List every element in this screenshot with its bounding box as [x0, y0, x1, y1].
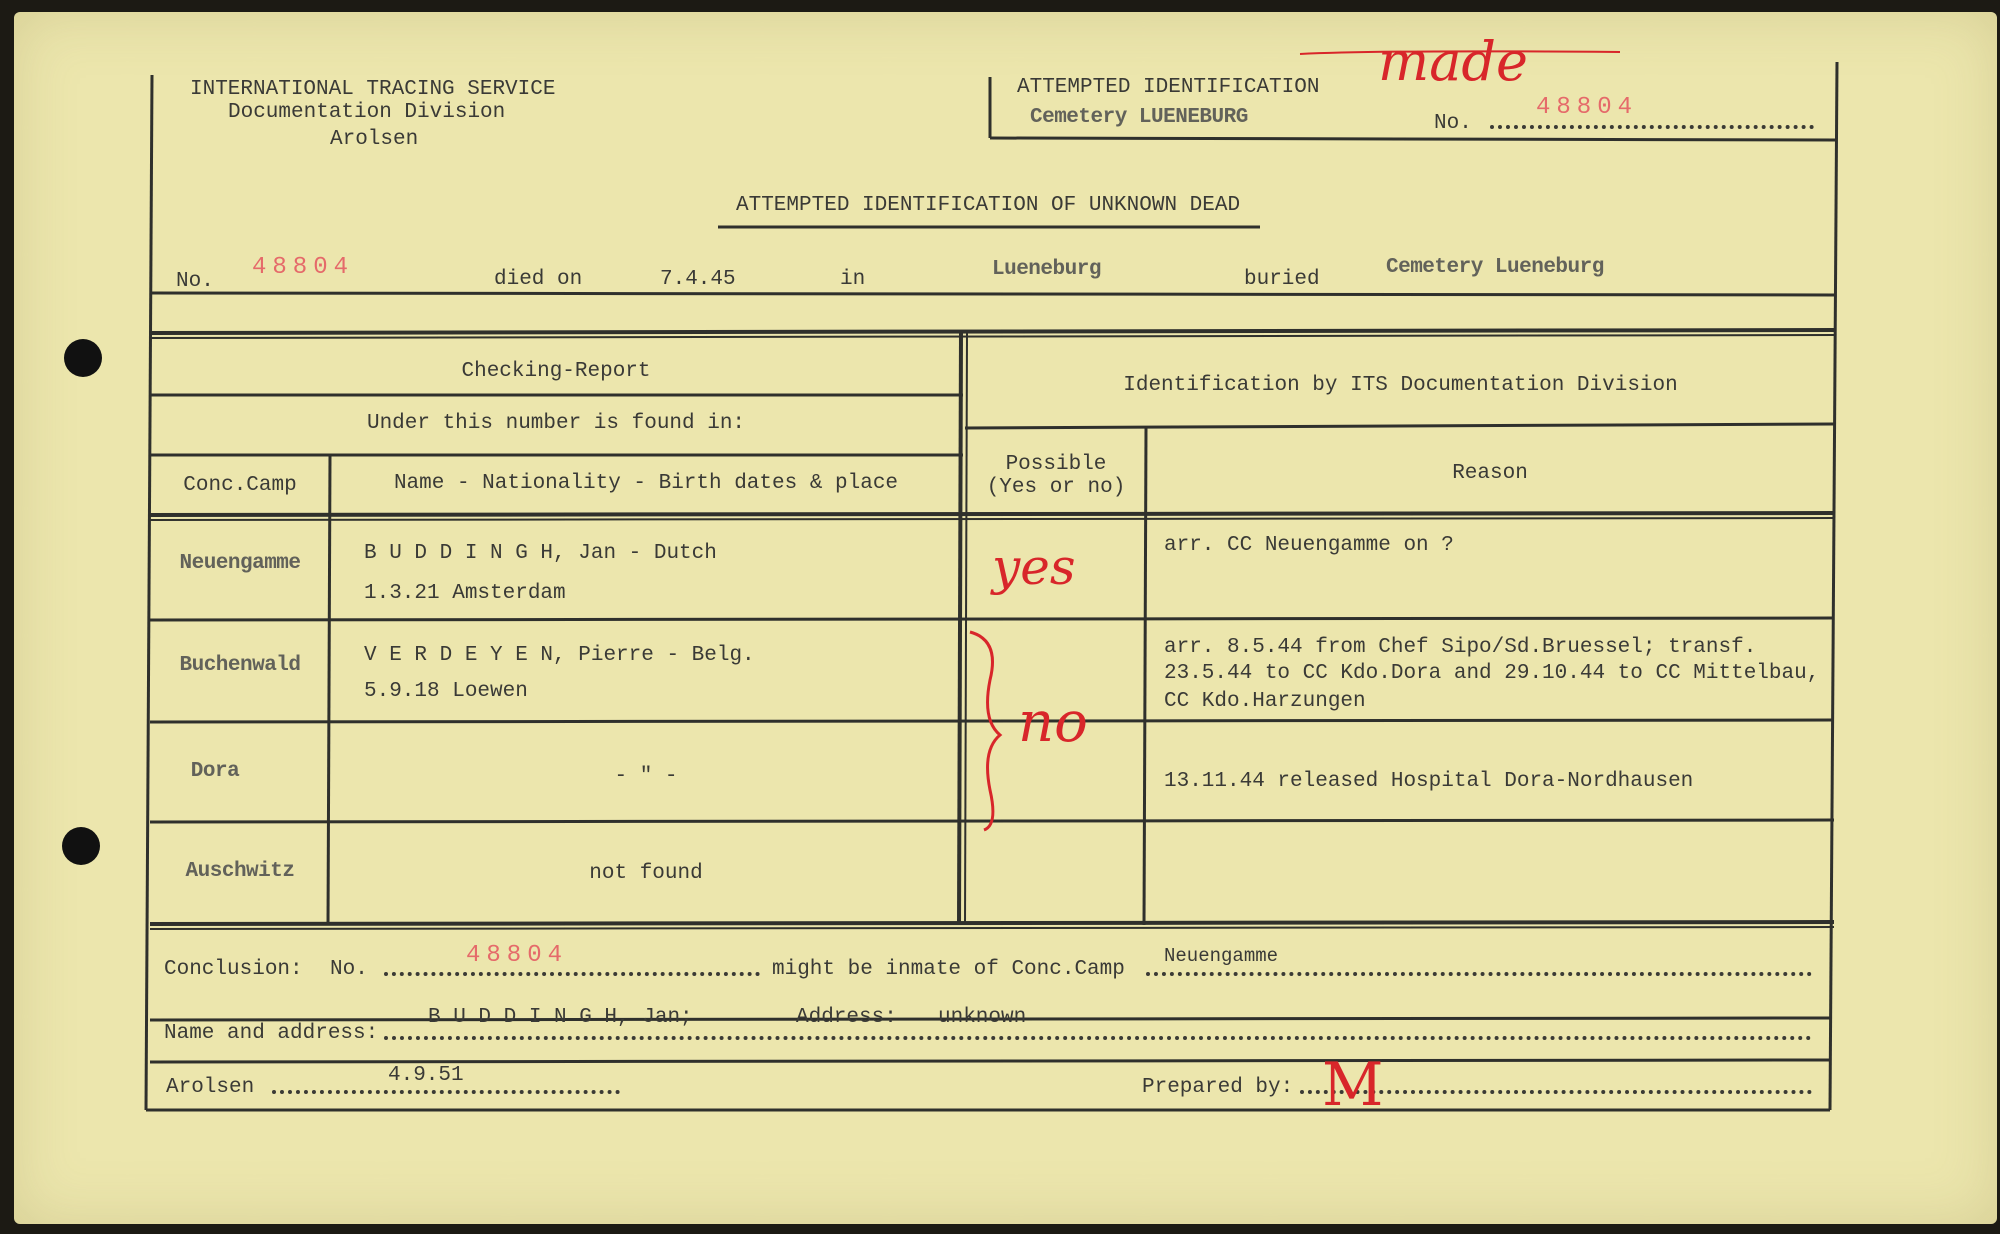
row-1-name: B U D D I N G H, Jan - Dutch	[364, 542, 717, 565]
conclusion-camp-dots	[1146, 972, 1812, 976]
died-value: 7.4.45	[660, 268, 736, 291]
header-no-value: 48804	[1536, 94, 1639, 121]
row-2-birth: 5.9.18 Loewen	[364, 680, 528, 703]
death-place: Lueneburg	[992, 258, 1101, 281]
checking-report-subtitle: Under this number is found in:	[366, 412, 746, 435]
record-no-value: 48804	[252, 254, 355, 281]
conclusion-label: Conclusion:	[164, 958, 303, 981]
row-2-name: V E R D E Y E N, Pierre - Belg.	[364, 644, 755, 667]
possible-yes-mark: yes	[992, 538, 1076, 596]
prepared-by-label: Prepared by:	[1142, 1076, 1294, 1099]
footer-date-dots	[272, 1090, 620, 1094]
org-line-1: INTERNATIONAL TRACING SERVICE	[190, 78, 556, 101]
header-no-label: No.	[1434, 112, 1472, 135]
checking-report-title: Checking-Report	[461, 360, 651, 383]
address-value: unknown	[938, 1006, 1027, 1029]
row-3-camp: Dora	[190, 760, 240, 783]
prepared-by-mark: M	[1322, 1050, 1384, 1120]
name-address-label: Name and address:	[164, 1022, 379, 1045]
conclusion-middle: might be inmate of Conc.Camp	[772, 958, 1125, 981]
header-box-cemetery: Cemetery LUENEBURG	[1030, 106, 1248, 129]
footer-place: Arolsen	[166, 1076, 255, 1099]
row-1-reason-1: arr. CC Neuengamme on ?	[1164, 534, 1454, 557]
footer-date: 4.9.51	[388, 1064, 464, 1087]
row-3-reason-1: 13.11.44 released Hospital Dora-Nordhausen	[1164, 770, 1694, 793]
identification-title: Identification by ITS Documentation Division	[1123, 374, 1678, 397]
address-label: Address:	[796, 1006, 897, 1029]
died-label: died on	[494, 268, 583, 291]
buried-label: buried	[1244, 268, 1320, 291]
row-2-reason-2: 23.5.44 to CC Kdo.Dora and 29.10.44 to CC Mittelbau,	[1164, 662, 1820, 685]
org-line-2: Documentation Division	[228, 101, 506, 124]
col-possible-header-2: (Yes or no)	[986, 476, 1126, 499]
conclusion-no-dots	[384, 972, 760, 976]
hand-note-made: made	[1378, 30, 1528, 93]
buried-value: Cemetery Lueneburg	[1386, 256, 1604, 279]
row-2-reason-1: arr. 8.5.44 from Chef Sipo/Sd.Bruessel; transf.	[1164, 636, 1757, 659]
conclusion-no-value: 48804	[466, 942, 569, 969]
row-4-camp: Auschwitz	[185, 860, 295, 883]
header-no-dots	[1490, 125, 1814, 129]
conclusion-no-label: No.	[330, 958, 368, 981]
name-address-name: B U D D I N G H, Jan;	[428, 1006, 693, 1029]
col-reason-header: Reason	[1452, 462, 1528, 485]
col-name-header: Name - Nationality - Birth dates & place	[393, 472, 899, 495]
record-no-label: No.	[176, 270, 214, 293]
row-1-camp: Neuengamme	[179, 552, 301, 575]
in-label: in	[840, 268, 866, 291]
form-title: ATTEMPTED IDENTIFICATION OF UNKNOWN DEAD	[736, 194, 1241, 217]
org-line-3: Arolsen	[330, 128, 419, 151]
row-2-camp: Buchenwald	[179, 654, 301, 677]
name-address-dots	[384, 1036, 1812, 1040]
row-2-reason-3: CC Kdo.Harzungen	[1164, 690, 1366, 713]
possible-no-mark: no	[1018, 690, 1088, 755]
conclusion-camp-value: Neuengamme	[1164, 945, 1279, 967]
header-box-title: ATTEMPTED IDENTIFICATION	[1017, 76, 1320, 99]
row-3-name: - " -	[614, 765, 678, 788]
row-1-birth: 1.3.21 Amsterdam	[364, 582, 566, 605]
col-camp-header: Conc.Camp	[183, 474, 297, 497]
row-4-name: not found	[589, 862, 703, 885]
col-possible-header-1: Possible	[1005, 453, 1107, 476]
